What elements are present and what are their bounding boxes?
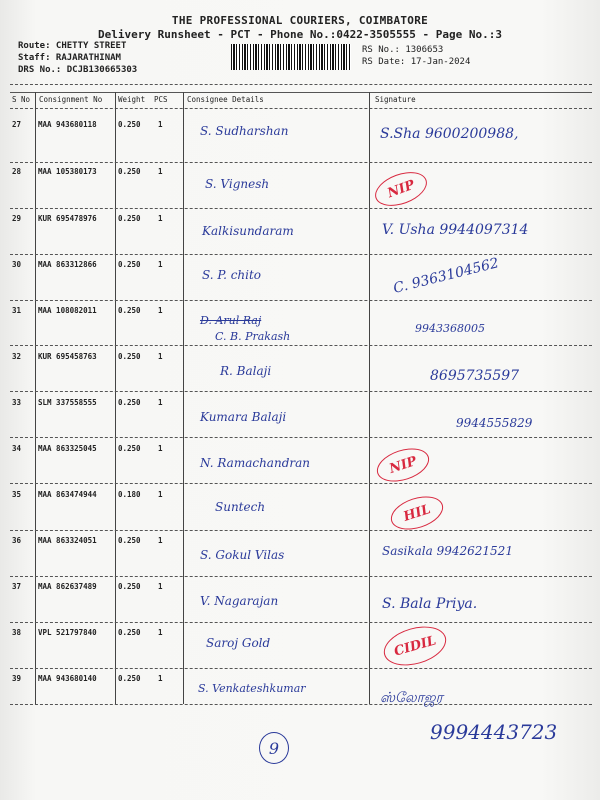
row-divider	[10, 576, 592, 577]
table-top-rule	[10, 92, 592, 93]
row-pcs: 1	[158, 214, 163, 223]
row-signature: S.Sha 9600200988,	[380, 126, 519, 142]
row-signature: C. 9363104562	[391, 255, 501, 297]
row-signature: 9943368005	[415, 322, 485, 335]
row-pcs: 1	[158, 674, 163, 683]
row-consignee: C. B. Prakash	[215, 330, 291, 343]
table-row	[10, 670, 592, 714]
row-divider	[10, 300, 592, 301]
row-divider	[10, 254, 592, 255]
row-consignment: MAA 863325045	[38, 444, 97, 453]
row-pcs: 1	[158, 398, 163, 407]
row-pcs: 1	[158, 352, 163, 361]
page-mark: 9	[259, 732, 289, 764]
row-divider	[10, 391, 592, 392]
row-consignee: V. Nagarajan	[200, 594, 279, 608]
row-pcs: 1	[158, 167, 163, 176]
table-row	[10, 163, 592, 207]
row-consignment: MAA 863324051	[38, 536, 97, 545]
row-weight: 0.250	[118, 444, 141, 453]
row-pcs: 1	[158, 490, 163, 499]
row-sno: 31	[12, 306, 22, 315]
row-weight: 0.250	[118, 306, 141, 315]
row-sno: 37	[12, 582, 22, 591]
row-consignment: MAA 108082011	[38, 306, 97, 315]
table-row	[10, 302, 592, 346]
last-phone: 9994443723	[430, 720, 558, 744]
row-pcs: 1	[158, 582, 163, 591]
row-divider	[10, 622, 592, 623]
table-header-rule	[10, 108, 592, 109]
table-row	[10, 532, 592, 576]
col-pcs: PCS	[154, 95, 168, 104]
row-sno: 27	[12, 120, 22, 129]
barcode	[231, 44, 351, 70]
row-divider	[10, 704, 592, 705]
row-weight: 0.250	[118, 214, 141, 223]
row-sno: 28	[12, 167, 22, 176]
row-sno: 39	[12, 674, 22, 683]
row-consignment: KUR 695458763	[38, 352, 97, 361]
row-sno: 30	[12, 260, 22, 269]
row-signature: Sasikala 9942621521	[382, 544, 513, 558]
row-divider	[10, 483, 592, 484]
row-pcs: 1	[158, 306, 163, 315]
row-divider	[10, 668, 592, 669]
row-weight: 0.250	[118, 260, 141, 269]
row-consignment: MAA 943680140	[38, 674, 97, 683]
row-consignee: S. Sudharshan	[200, 124, 289, 138]
row-consignment: SLM 337558555	[38, 398, 97, 407]
row-consignee: S. Gokul Vilas	[200, 548, 285, 562]
row-consignee: N. Ramachandran	[200, 456, 310, 470]
col-signature: Signature	[375, 95, 416, 104]
row-consignment: MAA 863474944	[38, 490, 97, 499]
cidil-stamp: CIDIL	[379, 620, 450, 672]
row-weight: 0.250	[118, 628, 141, 637]
row-weight: 0.250	[118, 398, 141, 407]
table-row	[10, 486, 592, 530]
row-pcs: 1	[158, 536, 163, 545]
row-signature: S. Bala Priya.	[382, 596, 478, 612]
route-label: Route: CHETTY STREET	[18, 41, 127, 51]
table-row	[10, 348, 592, 392]
table-row	[10, 624, 592, 668]
row-consignee: R. Balaji	[220, 364, 272, 378]
row-weight: 0.250	[118, 582, 141, 591]
row-sno: 35	[12, 490, 22, 499]
row-consignee: S. Vignesh	[205, 177, 270, 191]
table-row	[10, 256, 592, 300]
row-pcs: 1	[158, 628, 163, 637]
hil-stamp: HIL	[387, 490, 448, 535]
row-consignee: S. P. chito	[202, 268, 262, 282]
row-consignee: Saroj Gold	[206, 636, 271, 650]
row-consignee: Suntech	[215, 500, 266, 514]
nip-stamp: NIP	[373, 442, 434, 487]
row-consignment: MAA 863312866	[38, 260, 97, 269]
row-sno: 33	[12, 398, 22, 407]
row-signature: 9944555829	[456, 416, 533, 430]
row-divider	[10, 345, 592, 346]
row-consignee: S. Venkateshkumar	[198, 682, 306, 695]
drs-number: DRS No.: DCJB130665303	[18, 65, 138, 75]
row-divider	[10, 530, 592, 531]
table-row	[10, 210, 592, 254]
tamil-signature: ஸ்லோஜர	[380, 690, 443, 706]
row-consignment: KUR 695478976	[38, 214, 97, 223]
row-pcs: 1	[158, 120, 163, 129]
row-signature: 8695735597	[430, 368, 520, 384]
row-weight: 0.250	[118, 674, 141, 683]
row-weight: 0.250	[118, 536, 141, 545]
row-weight: 0.250	[118, 167, 141, 176]
row-weight: 0.180	[118, 490, 141, 499]
row-consignment: MAA 105380173	[38, 167, 97, 176]
company-title: THE PROFESSIONAL COURIERS, COIMBATORE	[171, 14, 429, 27]
row-pcs: 1	[158, 260, 163, 269]
table-row	[10, 394, 592, 438]
table-row	[10, 440, 592, 484]
nip-stamp: NIP	[370, 166, 431, 213]
row-weight: 0.250	[118, 120, 141, 129]
row-weight: 0.250	[118, 352, 141, 361]
row-pcs: 1	[158, 444, 163, 453]
row-divider	[10, 208, 592, 209]
row-consignment: MAA 943680118	[38, 120, 97, 129]
row-divider	[10, 437, 592, 438]
row-sno: 34	[12, 444, 22, 453]
row-consignee: Kumara Balaji	[200, 410, 287, 424]
staff-label: Staff: RAJARATHINAM	[18, 53, 121, 63]
row-consignment: VPL 521797840	[38, 628, 97, 637]
runsheet-subtitle: Delivery Runsheet - PCT - Phone No.:0422-3505555 - Page No.:3	[98, 28, 502, 41]
row-sno: 38	[12, 628, 22, 637]
col-consignee: Consignee Details	[187, 95, 264, 104]
row-consignment: MAA 862637489	[38, 582, 97, 591]
row-sno: 32	[12, 352, 22, 361]
rs-number: RS No.: 1306653	[362, 45, 444, 55]
header-divider	[10, 84, 592, 85]
col-consignment: Consignment No	[39, 95, 103, 104]
row-sno: 29	[12, 214, 22, 223]
row-consignee: Kalkisundaram	[202, 224, 294, 238]
row-sno: 36	[12, 536, 22, 545]
col-sno: S No	[12, 95, 31, 104]
col-weight: Weight	[118, 95, 146, 104]
rs-date: RS Date: 17-Jan-2024	[362, 57, 471, 67]
table-row	[10, 578, 592, 622]
table-row	[10, 116, 592, 160]
struck-consignee: D. Arul Raj	[200, 314, 262, 327]
row-signature: V. Usha 9944097314	[382, 222, 529, 238]
